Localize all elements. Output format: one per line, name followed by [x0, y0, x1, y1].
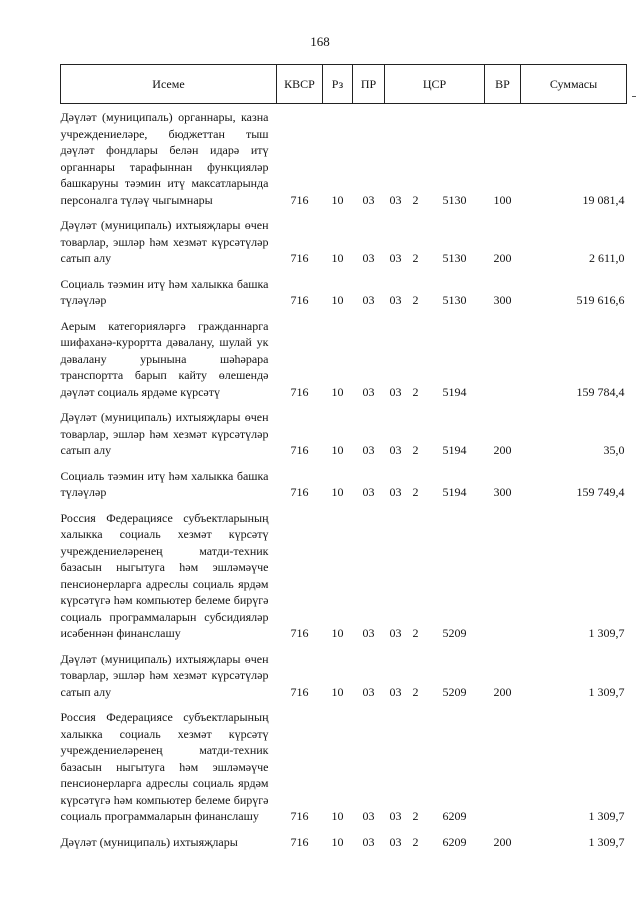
row-pr: 03 — [362, 809, 375, 823]
row-sum: 159 749,4 — [576, 485, 625, 499]
row-pr: 03 — [362, 251, 375, 265]
row-rz: 10 — [331, 684, 344, 699]
row-csr-3: 5194 — [442, 443, 467, 457]
row-csr-3: 5130 — [442, 293, 467, 307]
row-rz: 10 — [331, 293, 344, 307]
row-pr: 03 — [362, 443, 375, 457]
row-rz: 10 — [331, 834, 344, 849]
row-kvsr: 716 — [290, 684, 309, 699]
table-row — [61, 463, 627, 505]
row-csr-1: 03 — [389, 809, 402, 823]
row-csr-2: 2 — [412, 809, 419, 823]
row-sum: 1 309,7 — [588, 626, 625, 640]
row-csr-2: 2 — [412, 443, 419, 457]
row-rz: 10 — [331, 251, 344, 265]
row-name: Дәүләт (муниципаль) органнары, казна учреждениеләре, бюджеттан тыш дәүләт фондлары белән идарә итү органнары тарафыннан функцияләр башкаруны тәэмин итү максатларында персоналга түләү чыгымнары — [60, 110, 269, 207]
row-rz: 10 — [331, 809, 344, 823]
row-name: Россия Федерациясе субъектларының халыкка социаль хезмәт күрсәтү учреждениеләренең матди-техник базасын ныгытуга һәм эшләмәүче пенсионерларга адреслы социаль ярдәм күрсәтүгә һәм компьютер белеме бирүгә социаль программаларын субсидияләр исәбеннән финанслашу — [60, 510, 269, 640]
row-pr: 03 — [362, 293, 375, 307]
row-vr: 300 — [493, 485, 512, 499]
row-kvsr: 716 — [290, 293, 309, 307]
row-pr: 03 — [362, 485, 375, 499]
col-header-name: Исеме — [61, 65, 277, 104]
row-sum: 519 616,6 — [576, 293, 625, 307]
row-csr-1: 03 — [389, 684, 402, 699]
row-csr-1: 03 — [389, 293, 402, 307]
row-csr-2: 2 — [412, 293, 419, 307]
table-row — [61, 505, 627, 646]
row-pr: 03 — [362, 626, 375, 640]
row-csr-2: 2 — [412, 384, 419, 399]
col-header-rz: Рз — [323, 65, 353, 104]
row-name: Социаль тәэмин итү һәм халыкка башка түләүләр — [60, 468, 269, 499]
row-csr-3: 5209 — [442, 626, 467, 640]
row-name: Аерым категорияләргә гражданнарга шифаханә-курортта дәвалану, шулай ук дәвалану урынына шәһәрара транспортта барып кайту өлешендә дәүләт социаль ярдәме күрсәтү — [60, 318, 269, 399]
row-rz: 10 — [331, 485, 344, 499]
row-sum: 35,0 — [603, 443, 625, 457]
col-header-vr: ВР — [485, 65, 521, 104]
row-csr-3: 5209 — [442, 684, 467, 699]
row-kvsr: 716 — [290, 626, 309, 640]
row-pr: 03 — [362, 384, 375, 399]
table-row — [61, 704, 627, 829]
row-vr — [485, 313, 521, 405]
row-rz: 10 — [331, 626, 344, 640]
row-csr-1: 03 — [389, 192, 402, 207]
row-csr-3: 5194 — [442, 485, 467, 499]
row-rz: 10 — [331, 192, 344, 207]
col-header-csr: ЦСР — [385, 65, 485, 104]
row-csr-2: 2 — [412, 834, 419, 849]
row-csr-3: 5194 — [442, 384, 467, 399]
row-kvsr: 716 — [290, 384, 309, 399]
row-csr-2: 2 — [412, 251, 419, 265]
row-pr: 03 — [362, 834, 375, 849]
row-name: Дәүләт (муниципаль) ихтыяҗлары өчен товарлар, эшләр һәм хезмәт күрсәтүләр сатып алу — [60, 410, 269, 457]
row-csr-1: 03 — [389, 485, 402, 499]
row-kvsr: 716 — [290, 251, 309, 265]
table-row — [61, 104, 627, 213]
row-csr-1: 03 — [389, 834, 402, 849]
row-rz: 10 — [331, 443, 344, 457]
header-row — [61, 65, 627, 104]
row-kvsr: 716 — [290, 809, 309, 823]
table-row — [61, 404, 627, 463]
row-sum: 1 309,7 — [588, 834, 625, 849]
margin-mark — [632, 96, 636, 97]
row-sum: 1 309,7 — [588, 809, 625, 823]
col-header-kvsr: КВСР — [277, 65, 323, 104]
row-csr-1: 03 — [389, 384, 402, 399]
row-csr-2: 2 — [412, 192, 419, 207]
row-sum: 19 081,4 — [582, 192, 625, 207]
table-row — [61, 313, 627, 405]
table-row — [61, 212, 627, 271]
row-csr-3: 5130 — [442, 192, 467, 207]
row-csr-3: 5130 — [442, 251, 467, 265]
row-vr: 200 — [493, 251, 512, 265]
row-vr: 200 — [493, 443, 512, 457]
row-vr: 200 — [493, 684, 512, 699]
row-csr-1: 03 — [389, 251, 402, 265]
row-csr-3: 6209 — [442, 834, 467, 849]
row-sum: 1 309,7 — [588, 684, 625, 699]
row-csr-2: 2 — [412, 684, 419, 699]
col-header-sum: Суммасы — [521, 65, 627, 104]
table-body — [61, 104, 627, 855]
row-pr: 03 — [362, 684, 375, 699]
row-vr — [485, 505, 521, 646]
row-pr: 03 — [362, 192, 375, 207]
row-name: Дәүләт (муниципаль) ихтыяҗлары — [60, 834, 238, 849]
row-csr-1: 03 — [389, 443, 402, 457]
row-name: Дәүләт (муниципаль) ихтыяҗлары өчен товарлар, эшләр һәм хезмәт күрсәтүләр сатып алу — [60, 651, 269, 699]
table-row — [61, 271, 627, 313]
row-csr-2: 2 — [412, 626, 419, 640]
row-vr: 200 — [493, 834, 512, 849]
page-number: 168 — [310, 34, 330, 49]
row-kvsr: 716 — [290, 192, 309, 207]
row-vr: 300 — [493, 293, 512, 307]
row-sum: 159 784,4 — [576, 384, 625, 399]
row-vr — [485, 704, 521, 829]
row-csr-1: 03 — [389, 626, 402, 640]
table-row — [61, 829, 627, 855]
row-rz: 10 — [331, 384, 344, 399]
row-vr: 100 — [493, 192, 512, 207]
budget-table — [60, 64, 627, 854]
row-csr-2: 2 — [412, 485, 419, 499]
row-kvsr: 716 — [290, 443, 309, 457]
row-name: Дәүләт (муниципаль) ихтыяҗлары өчен товарлар, эшләр һәм хезмәт күрсәтүләр сатып алу — [60, 218, 269, 265]
col-header-pr: ПР — [353, 65, 385, 104]
row-name: Социаль тәэмин итү һәм халыкка башка түләүләр — [60, 276, 269, 307]
row-name: Россия Федерациясе субъектларының халыкка социаль хезмәт күрсәтү учреждениеләренең матди-техник базасын ныгытуга һәм эшләмәүче пенсионерларга адреслы социаль ярдәм күрсәтүгә һәм компьютер белеме бирүгә социаль программаларын финанслашу — [60, 710, 269, 823]
row-csr-3: 6209 — [442, 809, 467, 823]
table-row — [61, 646, 627, 705]
row-kvsr: 716 — [290, 485, 309, 499]
row-sum: 2 611,0 — [588, 251, 625, 265]
row-kvsr: 716 — [290, 834, 309, 849]
